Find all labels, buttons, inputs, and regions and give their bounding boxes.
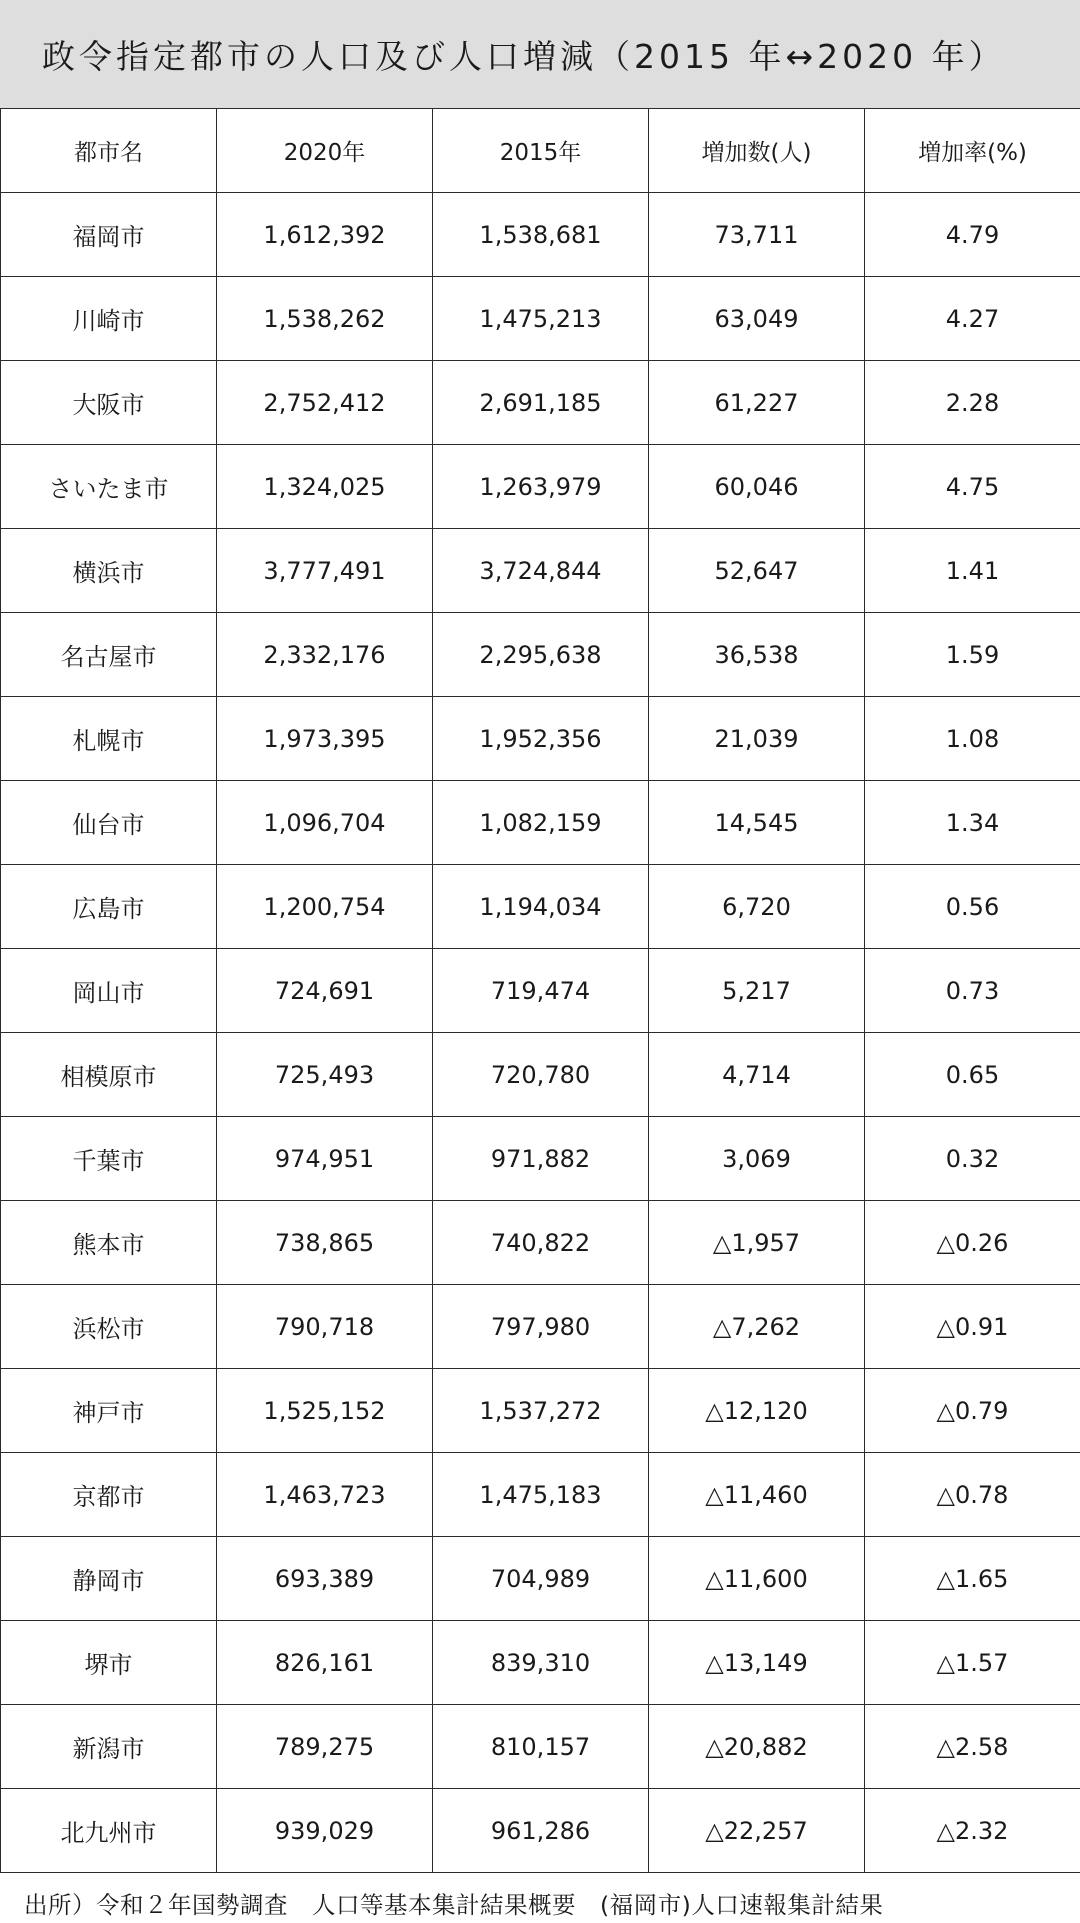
- table-row: [1, 1789, 1080, 1873]
- increase-rate-cell: 1.41: [865, 529, 1080, 613]
- table-header-row: [1, 109, 1080, 193]
- population-2015-cell: 797,980: [433, 1285, 649, 1369]
- increase-count-cell: 61,227: [649, 361, 865, 445]
- header-increase-count: 増加数(人): [649, 109, 865, 193]
- increase-rate-cell: 1.34: [865, 781, 1080, 865]
- increase-count-cell: 73,711: [649, 193, 865, 277]
- increase-rate-cell: 0.32: [865, 1117, 1080, 1201]
- increase-rate-cell: △1.57: [865, 1621, 1080, 1705]
- population-2020-cell: 826,161: [217, 1621, 433, 1705]
- population-2015-cell: 1,537,272: [433, 1369, 649, 1453]
- population-2020-cell: 2,332,176: [217, 613, 433, 697]
- increase-rate-cell: △2.58: [865, 1705, 1080, 1789]
- increase-count-cell: 36,538: [649, 613, 865, 697]
- population-2020-cell: 1,200,754: [217, 865, 433, 949]
- population-2020-cell: 1,612,392: [217, 193, 433, 277]
- city-name-cell: 大阪市: [1, 361, 217, 445]
- table-row: [1, 613, 1080, 697]
- increase-count-cell: 5,217: [649, 949, 865, 1033]
- increase-count-cell: 60,046: [649, 445, 865, 529]
- city-name-cell: 北九州市: [1, 1789, 217, 1873]
- population-2020-cell: 790,718: [217, 1285, 433, 1369]
- city-name-cell: 千葉市: [1, 1117, 217, 1201]
- population-table: [0, 108, 1080, 1873]
- city-name-cell: 横浜市: [1, 529, 217, 613]
- population-2015-cell: 720,780: [433, 1033, 649, 1117]
- increase-count-cell: △7,262: [649, 1285, 865, 1369]
- increase-count-cell: △11,460: [649, 1453, 865, 1537]
- increase-rate-cell: 4.79: [865, 193, 1080, 277]
- increase-rate-cell: △2.32: [865, 1789, 1080, 1873]
- population-2020-cell: 724,691: [217, 949, 433, 1033]
- increase-count-cell: 63,049: [649, 277, 865, 361]
- population-2015-cell: 1,475,213: [433, 277, 649, 361]
- population-2020-cell: 1,463,723: [217, 1453, 433, 1537]
- table-row: [1, 1621, 1080, 1705]
- title-bar: [0, 0, 1080, 108]
- increase-rate-cell: 1.08: [865, 697, 1080, 781]
- population-2020-cell: 789,275: [217, 1705, 433, 1789]
- increase-count-cell: 21,039: [649, 697, 865, 781]
- table-row: [1, 1117, 1080, 1201]
- increase-count-cell: 3,069: [649, 1117, 865, 1201]
- population-2015-cell: 704,989: [433, 1537, 649, 1621]
- city-name-cell: 京都市: [1, 1453, 217, 1537]
- city-name-cell: 福岡市: [1, 193, 217, 277]
- table-row: [1, 193, 1080, 277]
- table-row: [1, 1369, 1080, 1453]
- increase-rate-cell: △1.65: [865, 1537, 1080, 1621]
- population-2015-cell: 1,538,681: [433, 193, 649, 277]
- population-2020-cell: 1,973,395: [217, 697, 433, 781]
- increase-rate-cell: 2.28: [865, 361, 1080, 445]
- increase-count-cell: 4,714: [649, 1033, 865, 1117]
- increase-rate-cell: 4.75: [865, 445, 1080, 529]
- population-2015-cell: 810,157: [433, 1705, 649, 1789]
- city-name-cell: 名古屋市: [1, 613, 217, 697]
- table-row: [1, 1537, 1080, 1621]
- increase-count-cell: 14,545: [649, 781, 865, 865]
- table-row: [1, 1201, 1080, 1285]
- increase-rate-cell: △0.79: [865, 1369, 1080, 1453]
- increase-count-cell: △1,957: [649, 1201, 865, 1285]
- table-row: [1, 1033, 1080, 1117]
- increase-count-cell: △12,120: [649, 1369, 865, 1453]
- table-row: [1, 781, 1080, 865]
- population-2020-cell: 738,865: [217, 1201, 433, 1285]
- population-2015-cell: 839,310: [433, 1621, 649, 1705]
- increase-rate-cell: △0.78: [865, 1453, 1080, 1537]
- population-2020-cell: 974,951: [217, 1117, 433, 1201]
- city-name-cell: さいたま市: [1, 445, 217, 529]
- increase-rate-cell: 0.73: [865, 949, 1080, 1033]
- population-2015-cell: 961,286: [433, 1789, 649, 1873]
- increase-count-cell: △22,257: [649, 1789, 865, 1873]
- population-2015-cell: 971,882: [433, 1117, 649, 1201]
- table-row: [1, 445, 1080, 529]
- header-population-2015: 2015年: [433, 109, 649, 193]
- table-row: [1, 949, 1080, 1033]
- population-2015-cell: 1,475,183: [433, 1453, 649, 1537]
- table-row: [1, 1285, 1080, 1369]
- city-name-cell: 岡山市: [1, 949, 217, 1033]
- population-2015-cell: 1,952,356: [433, 697, 649, 781]
- population-2020-cell: 1,096,704: [217, 781, 433, 865]
- population-2015-cell: 740,822: [433, 1201, 649, 1285]
- population-2015-cell: 3,724,844: [433, 529, 649, 613]
- population-2015-cell: 2,691,185: [433, 361, 649, 445]
- population-2015-cell: 1,263,979: [433, 445, 649, 529]
- increase-rate-cell: 0.56: [865, 865, 1080, 949]
- city-name-cell: 浜松市: [1, 1285, 217, 1369]
- header-population-2020: 2020年: [217, 109, 433, 193]
- population-2020-cell: 1,538,262: [217, 277, 433, 361]
- header-increase-rate: 増加率(%): [865, 109, 1080, 193]
- city-name-cell: 広島市: [1, 865, 217, 949]
- population-2020-cell: 2,752,412: [217, 361, 433, 445]
- city-name-cell: 相模原市: [1, 1033, 217, 1117]
- city-name-cell: 神戸市: [1, 1369, 217, 1453]
- population-2015-cell: 1,082,159: [433, 781, 649, 865]
- city-name-cell: 札幌市: [1, 697, 217, 781]
- table-row: [1, 361, 1080, 445]
- increase-count-cell: △20,882: [649, 1705, 865, 1789]
- population-2020-cell: 725,493: [217, 1033, 433, 1117]
- increase-count-cell: 52,647: [649, 529, 865, 613]
- city-name-cell: 堺市: [1, 1621, 217, 1705]
- table-row: [1, 1453, 1080, 1537]
- population-2020-cell: 939,029: [217, 1789, 433, 1873]
- city-name-cell: 仙台市: [1, 781, 217, 865]
- header-city-name: 都市名: [1, 109, 217, 193]
- population-2020-cell: 1,324,025: [217, 445, 433, 529]
- population-2020-cell: 1,525,152: [217, 1369, 433, 1453]
- increase-rate-cell: △0.91: [865, 1285, 1080, 1369]
- increase-count-cell: 6,720: [649, 865, 865, 949]
- population-2020-cell: 3,777,491: [217, 529, 433, 613]
- city-name-cell: 静岡市: [1, 1537, 217, 1621]
- population-2020-cell: 693,389: [217, 1537, 433, 1621]
- table-row: [1, 529, 1080, 613]
- increase-rate-cell: 1.59: [865, 613, 1080, 697]
- city-name-cell: 川崎市: [1, 277, 217, 361]
- city-name-cell: 新潟市: [1, 1705, 217, 1789]
- population-2015-cell: 1,194,034: [433, 865, 649, 949]
- table-row: [1, 865, 1080, 949]
- increase-count-cell: △11,600: [649, 1537, 865, 1621]
- page-title: 政令指定都市の人口及び人口増減（2015 年↔2020 年）: [42, 31, 1006, 78]
- city-name-cell: 熊本市: [1, 1201, 217, 1285]
- table-row: [1, 697, 1080, 781]
- source-note: 出所）令和２年国勢調査 人口等基本集計結果概要 (福岡市)人口速報集計結果: [0, 1883, 1080, 1923]
- table-row: [1, 1705, 1080, 1789]
- table-row: [1, 277, 1080, 361]
- increase-rate-cell: 0.65: [865, 1033, 1080, 1117]
- population-2015-cell: 719,474: [433, 949, 649, 1033]
- table-body: [1, 193, 1080, 1873]
- increase-rate-cell: 4.27: [865, 277, 1080, 361]
- population-2015-cell: 2,295,638: [433, 613, 649, 697]
- increase-count-cell: △13,149: [649, 1621, 865, 1705]
- increase-rate-cell: △0.26: [865, 1201, 1080, 1285]
